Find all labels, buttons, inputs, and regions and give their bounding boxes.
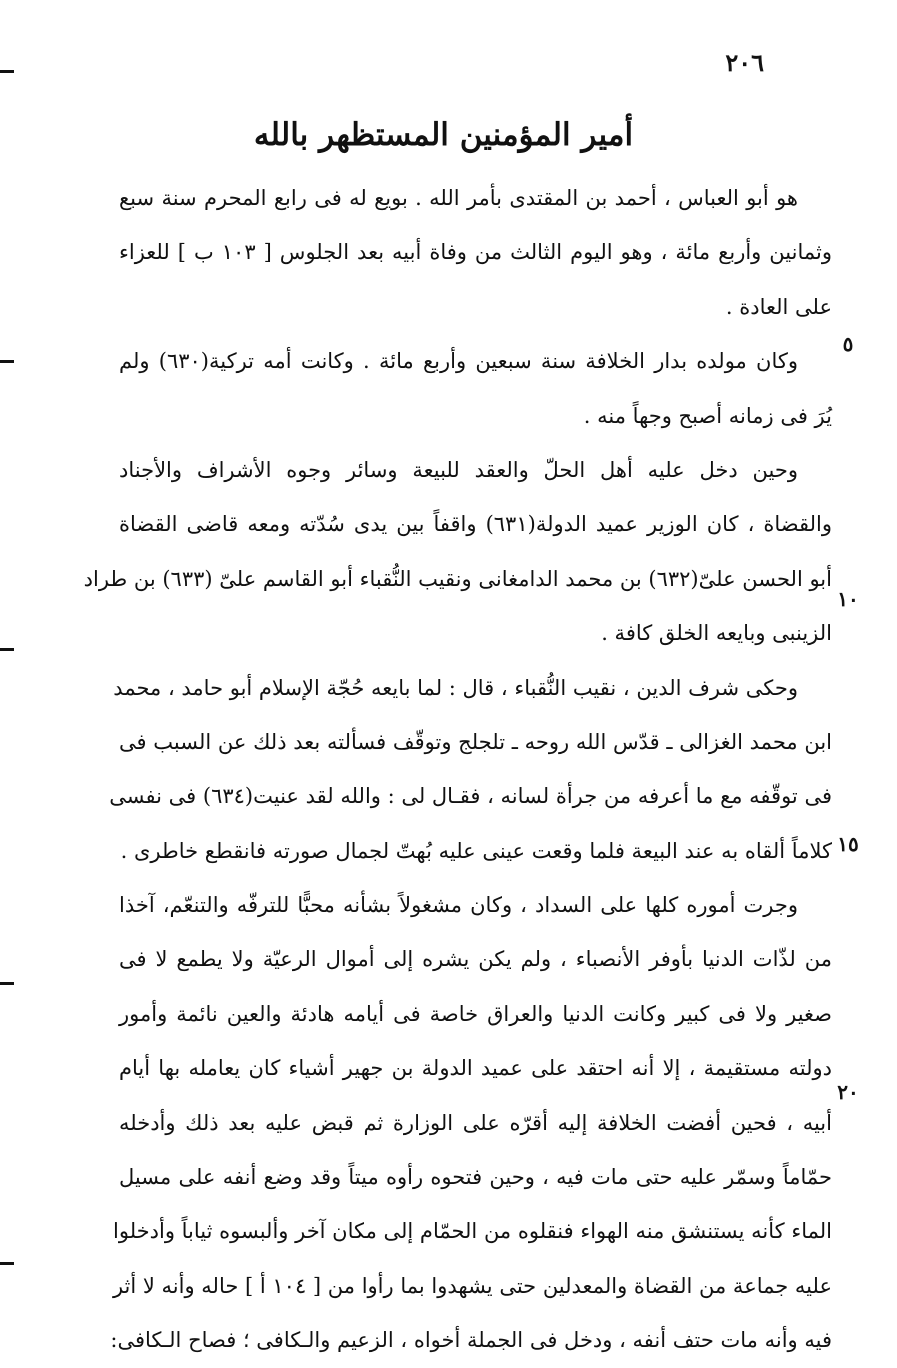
text-line: وثمانين وأربع مائة ، وهو اليوم الثالث من وفاة أبيه بعد الجلوس [ ١٠٣ ب ] للعزاء — [119, 240, 833, 265]
text-line: وحكى شرف الدين ، نقيب النُّقباء ، قال : لما بايعه حُجّة الإسلام أبو حامد ، محمد — [113, 675, 798, 700]
left-edge-mark — [0, 70, 14, 73]
line-number-marker: ١٠ — [837, 587, 859, 611]
text-line: صغير ولا فى كبير وكانت الدنيا والعراق خاصة فى أيامه هادئة والعين نائمة وأمور — [119, 1001, 832, 1026]
text-line: كلاماً ألقاه به عند البيعة فلما وقعت عينى عليه بُهتّ لجمال صورته فانقطع خاطرى . — [120, 838, 832, 863]
paragraph — [110, 878, 832, 1368]
text-line: أبو الحسن علىّ(٦٣٢) بن محمد الدامغانى ونقيب النُّقباء أبو القاسم علىّ (٦٣٣) بن طراد — [83, 566, 832, 591]
text-line: على العادة . — [725, 294, 832, 319]
left-edge-mark — [0, 1262, 14, 1265]
left-edge-mark — [0, 982, 14, 985]
page-number: ٢٠٦ — [725, 48, 764, 77]
text-line: فيه وأنه مات حتف أنفه ، ودخل فى الجملة أخواه ، الزعيم والـكافى ؛ فصاح الـكافى: — [110, 1328, 832, 1353]
text-line: فى توقّفه مع ما أعرفه من جرأة لسانه ، فقـال لى : والله لقد عنيت(٦٣٤) فى نفسى — [109, 784, 832, 809]
paragraph — [109, 661, 832, 879]
text-line: دولته مستقيمة ، إلا أنه احتقد على عميد الدولة بن جهير أشياء كان يعامله بها أيام — [119, 1056, 832, 1081]
text-line: هو أبو العباس ، أحمد بن المقتدى بأمر الله . بويع له فى رابع المحرم سنة سبع — [119, 186, 798, 210]
text-line: ابن محمد الغزالى ـ قدّس الله روحه ـ تلجلج وتوقّف فسألته بعد ذلك عن السبب فى — [119, 729, 832, 754]
line-number-marker: ١٥ — [837, 832, 859, 856]
text-line: الزينبى وبايعه الخلق كافة . — [601, 621, 832, 646]
paragraph — [119, 334, 832, 443]
line-number-marker: ٥ — [842, 332, 854, 356]
left-edge-mark — [0, 648, 14, 651]
text-line: الماء كأنه يستنشق منه الهواء فنقلوه من الحمّام إلى مكان آخر وألبسوه ثياباً وأدخلوا — [113, 1219, 832, 1244]
paragraph — [83, 443, 833, 661]
text-line: عليه جماعة من القضاة والمعدلين حتى يشهدوا بما رأوا من [ ١٠٤ أ ] حاله وأنه لا أثر — [112, 1273, 832, 1298]
text-line: وجرت أموره كلها على السداد ، وكان مشغولاً بشأنه محبًّا للترفّه والتنعّم، آخذا — [119, 893, 798, 918]
body-text — [83, 171, 833, 1368]
text-line: يُرَ فى زمانه أصبح وجهاً منه . — [583, 403, 832, 428]
text-line: وحين دخل عليه أهل الحلّ والعقد للبيعة وسائر وجوه الأشراف والأجناد — [119, 457, 798, 482]
left-edge-mark — [0, 360, 14, 363]
chapter-title: أمير المؤمنين المستظهر بالله — [253, 117, 634, 153]
text-line: من لذّات الدنيا بأوفر الأنصباء ، ولم يكن يشره إلى أموال الرعيّة ولا يطمع لا فى — [119, 947, 832, 972]
text-line: وكان مولده بدار الخلافة سنة سبعين وأربع مائة . وكانت أمه تركية(٦٣٠) ولم — [119, 349, 798, 374]
text-line: أبيه ، فحين أفضت الخلافة إليه أقرّه على الوزارة ثم قبض عليه بعد ذلك وأدخله — [119, 1110, 832, 1135]
text-line: حمّاماً وسمّر عليه حتى مات فيه ، وحين فتحوه رأوه ميتاً وقد وضع أنفه على مسيل — [119, 1165, 832, 1190]
paragraph — [119, 171, 832, 334]
line-number-marker: ٢٠ — [837, 1080, 859, 1104]
text-line: والقضاة ، كان الوزير عميد الدولة(٦٣١) واقفاً بين يدى سُدّته ومعه قاضى القضاة — [119, 512, 833, 537]
